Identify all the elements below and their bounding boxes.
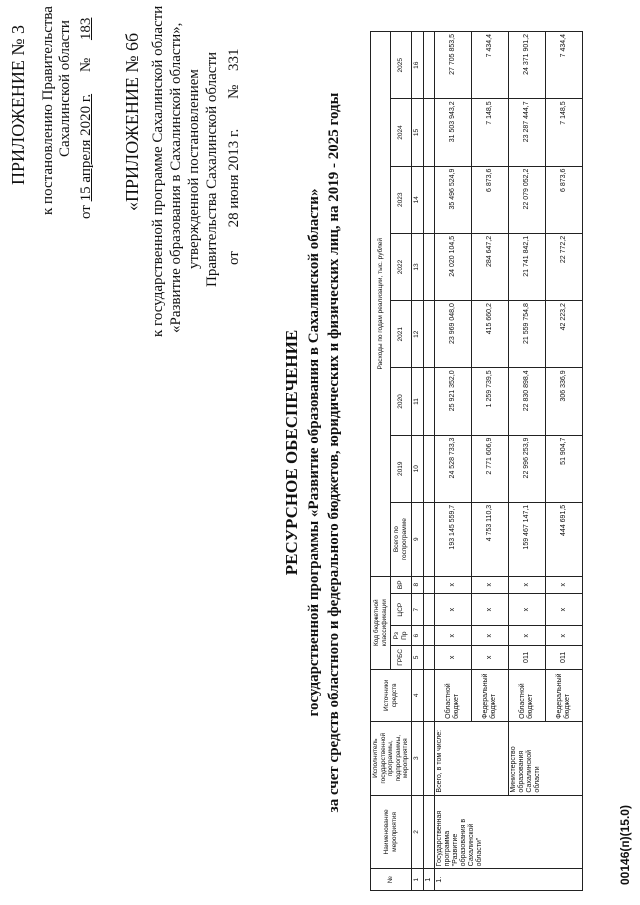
section-spacer <box>423 593 434 626</box>
table-row <box>508 32 545 891</box>
appendix-date-value: 15 апреля 2020 г. <box>78 93 94 202</box>
header-vr: ВР <box>391 576 411 593</box>
header-year: 2023 <box>391 166 411 233</box>
source-cell: Федеральный бюджет <box>471 669 508 721</box>
column-numbers-row <box>411 32 423 891</box>
header-grbs: ГРБС <box>391 645 411 669</box>
appendix-title: ПРИЛОЖЕНИЕ № 3 <box>8 24 28 185</box>
year-cell: 25 921 352,0 <box>434 368 471 435</box>
total-cell: 444 691,5 <box>545 502 582 576</box>
appendix-6b-line-4: Правительства Сахалинской области <box>204 51 220 287</box>
column-number: 10 <box>411 435 423 502</box>
vr-cell: х <box>471 576 508 593</box>
total-cell: 4 753 110,3 <box>471 502 508 576</box>
appendix-number-prefix: № <box>78 57 94 73</box>
section-number: 1 <box>423 869 434 891</box>
rzpr-cell: х <box>471 626 508 646</box>
header-year: 2024 <box>391 99 411 166</box>
appendix-6b-title: «ПРИЛОЖЕНИЕ № 6б <box>122 32 142 211</box>
section-spacer <box>423 502 434 576</box>
csr-cell: х <box>434 593 471 626</box>
item-name: Государственная программа "Развитие образования в Сахалинской области" <box>434 795 582 869</box>
section-spacer <box>423 233 434 300</box>
year-cell: 24 528 733,3 <box>434 435 471 502</box>
source-cell: Федеральный бюджет <box>545 669 582 721</box>
header-budget-code: Код бюджетной классификации <box>371 576 391 669</box>
year-cell: 22 079 052,2 <box>508 166 545 233</box>
appendix-6b-line-3: утвержденной постановлением <box>186 69 202 269</box>
header-year: 2020 <box>391 368 411 435</box>
year-cell: 6 873,6 <box>471 166 508 233</box>
header-expenses: Расходы по годам реализации, тыс. рублей <box>371 32 391 577</box>
grbs-cell: х <box>471 645 508 669</box>
csr-cell: х <box>508 593 545 626</box>
year-cell: 22 772,2 <box>545 233 582 300</box>
header-total: Всего по госпрограмме <box>391 502 411 576</box>
section-spacer <box>423 669 434 721</box>
year-cell: 27 705 853,5 <box>434 32 471 99</box>
rzpr-cell: х <box>545 626 582 646</box>
header-executor: Исполнитель государственной программы, подпрограммы, мероприятия <box>371 721 412 795</box>
total-cell: 159 467 147,1 <box>508 502 545 576</box>
appendix-6b-date-prefix: от <box>226 251 242 265</box>
executor-cell: Всего, в том числе: <box>434 721 508 795</box>
section-spacer <box>423 626 434 646</box>
column-number: 14 <box>411 166 423 233</box>
appendix-6b-number-value: 331 <box>226 48 242 71</box>
year-cell: 22 996 253,9 <box>508 435 545 502</box>
year-cell: 7 148,5 <box>545 99 582 166</box>
column-number: 13 <box>411 233 423 300</box>
column-number: 4 <box>411 669 423 721</box>
year-cell: 306 336,9 <box>545 368 582 435</box>
header-year: 2025 <box>391 32 411 99</box>
year-cell: 24 020 104,5 <box>434 233 471 300</box>
appendix-6b-line-1: к государственной программе Сахалинской области <box>150 5 166 337</box>
year-cell: 1 259 739,5 <box>471 368 508 435</box>
grbs-cell: х <box>434 645 471 669</box>
section-spacer <box>423 32 434 99</box>
vr-cell: х <box>545 576 582 593</box>
section-spacer <box>423 576 434 593</box>
year-cell: 415 660,2 <box>471 301 508 368</box>
column-number: 6 <box>411 626 423 646</box>
section-spacer <box>423 645 434 669</box>
vr-cell: х <box>434 576 471 593</box>
year-cell: 51 904,7 <box>545 435 582 502</box>
year-cell: 284 647,2 <box>471 233 508 300</box>
column-number: 5 <box>411 645 423 669</box>
executor-cell: Министерство образования Сахалинской области <box>508 721 582 795</box>
header-year: 2022 <box>391 233 411 300</box>
section-spacer <box>423 166 434 233</box>
column-number: 12 <box>411 301 423 368</box>
section-spacer <box>423 795 434 869</box>
year-cell: 7 434,4 <box>545 32 582 99</box>
total-cell: 193 145 559,7 <box>434 502 471 576</box>
year-cell: 7 148,5 <box>471 99 508 166</box>
table-row <box>434 32 471 891</box>
grbs-cell: 011 <box>545 645 582 669</box>
item-number: 1. <box>434 869 582 891</box>
year-cell: 23 969 048,0 <box>434 301 471 368</box>
rzpr-cell: х <box>434 626 471 646</box>
year-cell: 23 287 444,7 <box>508 99 545 166</box>
header-year: 2021 <box>391 301 411 368</box>
csr-cell: х <box>545 593 582 626</box>
csr-cell: х <box>471 593 508 626</box>
section-row <box>423 32 434 891</box>
column-number: 11 <box>411 368 423 435</box>
section-spacer <box>423 301 434 368</box>
column-number: 15 <box>411 99 423 166</box>
header-csr: ЦСР <box>391 593 411 626</box>
header-year: 2019 <box>391 435 411 502</box>
column-number: 1 <box>411 869 423 891</box>
document-subtitle: государственной программы «Развитие образования в Сахалинской области» <box>306 188 322 717</box>
document-title: РЕСУРСНОЕ ОБЕСПЕЧЕНИЕ <box>282 329 301 576</box>
header-source: Источники средств <box>371 669 412 721</box>
appendix-6b-line-2: «Развитие образования в Сахалинской области», <box>168 22 184 333</box>
grbs-cell: 011 <box>508 645 545 669</box>
source-cell: Областной бюджет <box>508 669 545 721</box>
header-name: Наименование мероприятия <box>371 795 412 869</box>
appendix-line-1: к постановлению Правительства <box>40 6 56 215</box>
document-subtitle-2: за счет средств областного и федерального бюджетов, юридических и физических лиц, на 2019 - 2025 годы <box>326 92 342 813</box>
year-cell: 21 559 754,8 <box>508 301 545 368</box>
rzpr-cell: х <box>508 626 545 646</box>
appendix-line-2: Сахалинской области <box>57 20 73 157</box>
appendix-date-prefix: от <box>78 205 94 219</box>
table-header-row-1 <box>371 32 391 891</box>
column-number: 8 <box>411 576 423 593</box>
footer-code: 00146(п)(15.0) <box>618 805 632 885</box>
source-cell: Областной бюджет <box>434 669 471 721</box>
appendix-date <box>78 18 95 219</box>
section-spacer <box>423 368 434 435</box>
year-cell: 24 371 901,2 <box>508 32 545 99</box>
year-cell: 35 496 524,9 <box>434 166 471 233</box>
header-num: № <box>371 869 412 891</box>
column-number: 3 <box>411 721 423 795</box>
column-number: 7 <box>411 593 423 626</box>
year-cell: 42 223,2 <box>545 301 582 368</box>
section-spacer <box>423 99 434 166</box>
year-cell: 31 503 943,2 <box>434 99 471 166</box>
header-rzpr: Рз Пр <box>391 626 411 646</box>
appendix-6b-number-prefix: № <box>226 84 242 100</box>
year-cell: 22 830 898,4 <box>508 368 545 435</box>
column-number: 9 <box>411 502 423 576</box>
section-spacer <box>423 721 434 795</box>
appendix-6b-date-value: 28 июня 2013 г. <box>226 128 242 228</box>
year-cell: 7 434,4 <box>471 32 508 99</box>
column-number: 2 <box>411 795 423 869</box>
year-cell: 2 771 606,9 <box>471 435 508 502</box>
resource-table <box>370 31 583 891</box>
appendix-number-value: 183 <box>78 17 94 41</box>
vr-cell: х <box>508 576 545 593</box>
appendix-6b-date <box>226 48 243 265</box>
column-number: 16 <box>411 32 423 99</box>
year-cell: 21 741 842,1 <box>508 233 545 300</box>
section-spacer <box>423 435 434 502</box>
year-cell: 6 873,6 <box>545 166 582 233</box>
